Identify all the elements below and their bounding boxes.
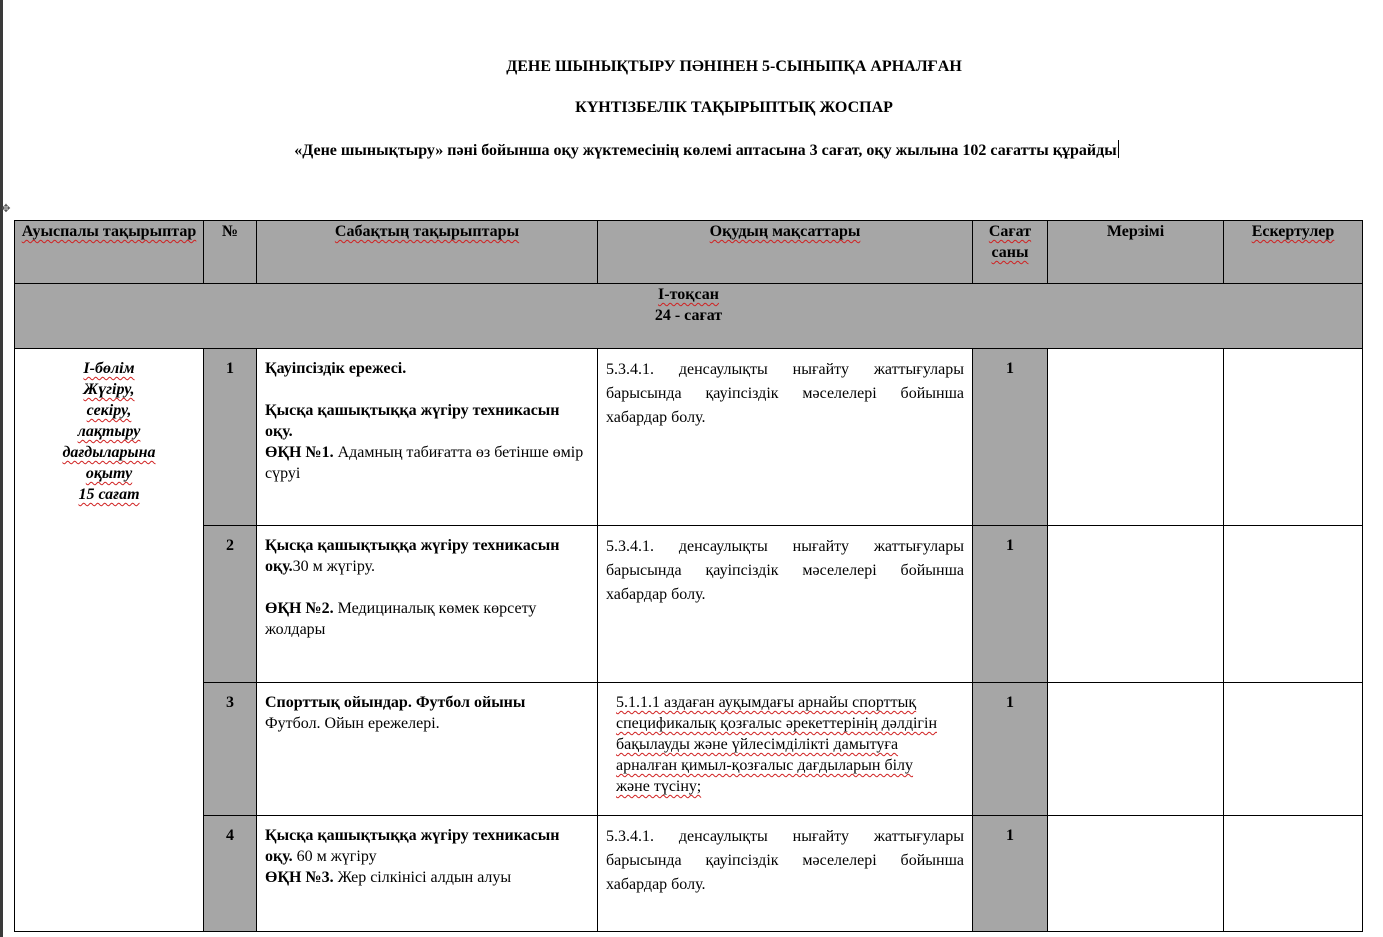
header-lesson-topics: Сабақтың тақырыптары bbox=[257, 221, 598, 284]
document-title: ДЕНЕ ШЫНЫҚТЫРУ ПӘНІНЕН 5-СЫНЫПҚА АРНАЛҒАН bbox=[506, 58, 962, 75]
notes-cell[interactable] bbox=[1224, 526, 1363, 683]
row-number: 3 bbox=[204, 683, 257, 816]
quarter-label: І-тоқсан bbox=[658, 286, 719, 303]
date-cell[interactable] bbox=[1048, 816, 1224, 932]
notes-cell[interactable] bbox=[1224, 683, 1363, 816]
row-number: 4 bbox=[204, 816, 257, 932]
notes-cell[interactable] bbox=[1224, 816, 1363, 932]
hours-cell: 1 bbox=[973, 526, 1048, 683]
lesson-topic-cell[interactable]: Қауіпсіздік ережесі. Қысқа қашықтыққа жүгіру техникасын оқу. ӨҚН №1. Адамның табиғатта өз бетінше өмір сүруі bbox=[257, 349, 598, 526]
section-cell: І-бөлім Жүгіру, секіру, лақтыру дағдыларына оқыту 15 сағат bbox=[15, 349, 204, 932]
quarter-cell bbox=[15, 284, 1363, 349]
calendar-plan-table bbox=[14, 220, 1363, 932]
lesson-topic-cell[interactable]: Спорттық ойындар. Футбол ойыны Футбол. Ойын ережелері. bbox=[257, 683, 598, 816]
header-date: Мерзімі bbox=[1048, 221, 1224, 284]
hours-cell: 1 bbox=[973, 816, 1048, 932]
header-hours: Сағат саны bbox=[973, 221, 1048, 284]
document-description[interactable]: «Дене шынықтыру» пәні бойынша оқу жүктемесінің көлемі аптасына 3 сағат, оқу жылына 102 сағатты құрайды bbox=[294, 142, 1117, 159]
header-cross-topics: Ауыспалы тақырыптар bbox=[15, 221, 204, 284]
row-number: 2 bbox=[204, 526, 257, 683]
quarter-hours: 24 - сағат bbox=[654, 307, 723, 324]
date-cell[interactable] bbox=[1048, 349, 1224, 526]
date-cell[interactable] bbox=[1048, 683, 1224, 816]
table-header-row bbox=[15, 221, 1363, 284]
table-row bbox=[15, 816, 1363, 932]
table-row bbox=[15, 526, 1363, 683]
text-cursor bbox=[1118, 140, 1119, 158]
hours-cell: 1 bbox=[973, 349, 1048, 526]
notes-cell[interactable] bbox=[1224, 349, 1363, 526]
learning-objective-cell[interactable]: 5.3.4.1. денсаулықты нығайту жаттығулары барысында қауіпсіздік мәселелері бойынша хабардар болу. bbox=[598, 349, 973, 526]
document-subtitle: КҮНТІЗБЕЛІК ТАҚЫРЫПТЫҚ ЖОСПАР bbox=[575, 99, 893, 116]
header-number: № bbox=[204, 221, 257, 284]
quarter-row bbox=[15, 284, 1363, 349]
lesson-topic-cell[interactable]: Қысқа қашықтыққа жүгіру техникасын оқу.30 м жүгіру. ӨҚН №2. Медициналық көмек көрсету жолдары bbox=[257, 526, 598, 683]
learning-objective-cell[interactable]: 5.3.4.1. денсаулықты нығайту жаттығулары барысында қауіпсіздік мәселелері бойынша хабардар болу. bbox=[598, 526, 973, 683]
header-learning-objectives: Оқудың мақсаттары bbox=[598, 221, 973, 284]
date-cell[interactable] bbox=[1048, 526, 1224, 683]
row-number: 1 bbox=[204, 349, 257, 526]
lesson-topic-cell[interactable]: Қысқа қашықтыққа жүгіру техникасын оқу. 60 м жүгіру ӨҚН №3. Жер сілкінісі алдын алуы bbox=[257, 816, 598, 932]
learning-objective-cell[interactable]: 5.3.4.1. денсаулықты нығайту жаттығулары барысында қауіпсіздік мәселелері бойынша хабардар болу. bbox=[598, 816, 973, 932]
header-notes: Ескертулер bbox=[1224, 221, 1363, 284]
table-row bbox=[15, 683, 1363, 816]
table-row bbox=[15, 349, 1363, 526]
hours-cell: 1 bbox=[973, 683, 1048, 816]
table-move-handle-icon[interactable]: ✥ bbox=[1, 202, 11, 215]
learning-objective-cell[interactable]: 5.1.1.1 аздаған ауқымдағы арнайы спорттық спецификалық қозғалыс әрекеттерінің дәлдігін бақылауды және үйлесімділікті дамытуға арналған қимыл-қозғалыс дағдыларын білу және түсіну; bbox=[598, 683, 973, 816]
